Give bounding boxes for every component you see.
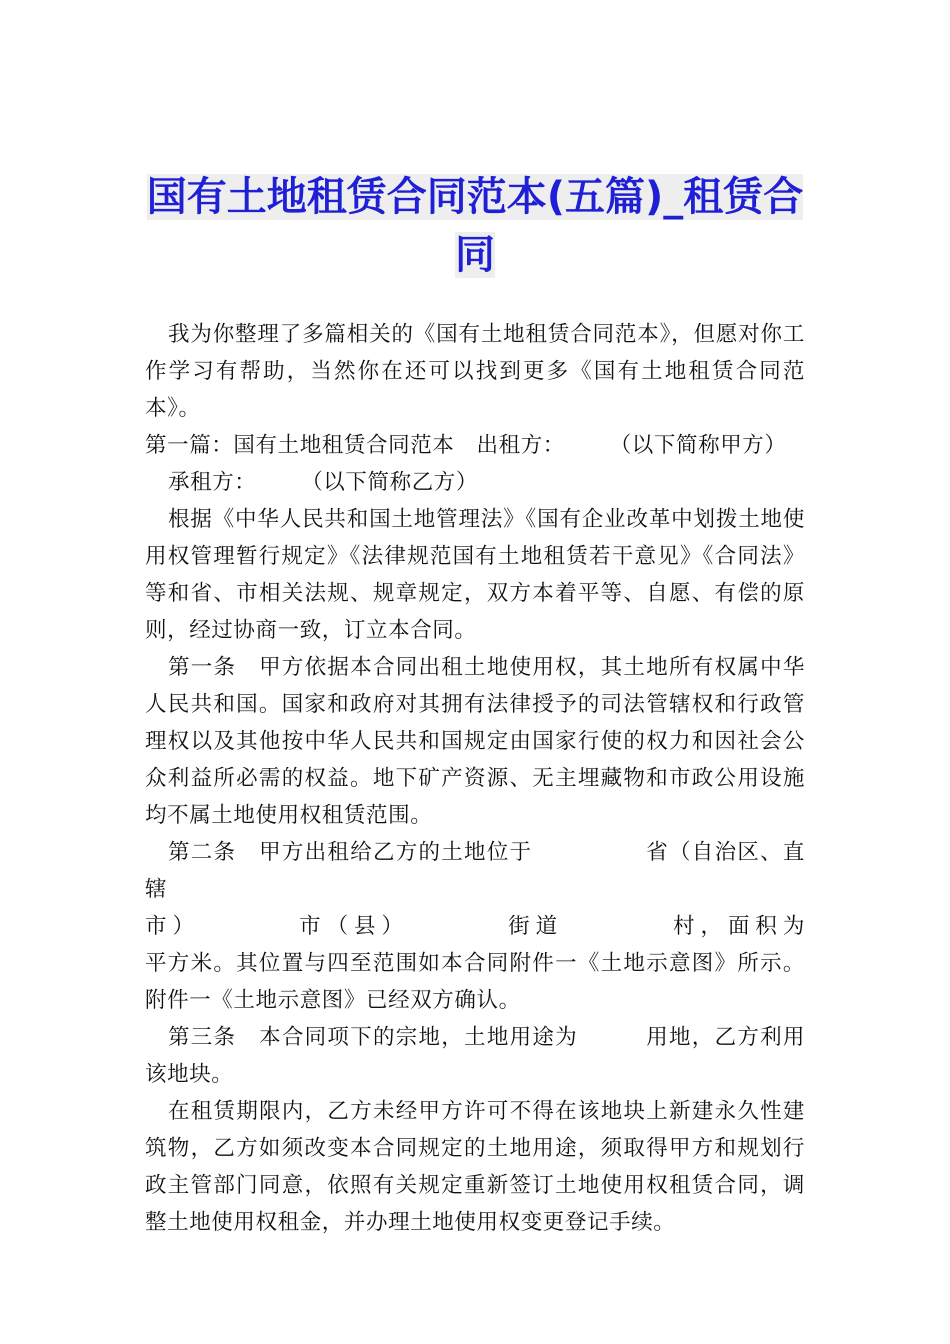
basis-paragraph: 根据《中华人民共和国土地管理法》《国有企业改革中划拨土地使用权管理暂行规定》《法律规范国有土地租赁若干意见》《合同法》等和省、市相关法规、规章规定，双方本着平等、自愿、有偿的原则，经过协商一致，订立本合同。: [145, 507, 805, 643]
article-2-line-2: 市） 市（县） 街道 村，面积为: [145, 914, 805, 939]
article-3-paragraph: 第三条 本合同项下的宗地，土地用途为 用地，乙方利用该地块。: [145, 1025, 805, 1087]
document-title: [140, 168, 810, 284]
document-body: [145, 316, 805, 1241]
lessee-line: 承租方： （以下简称乙方）: [168, 470, 479, 495]
section-heading-lessor: 第一篇：国有土地租赁合同范本 出租方： （以下简称甲方）: [145, 433, 787, 458]
title-line-2: 同: [455, 232, 495, 278]
article-1-paragraph: 第一条 甲方依据本合同出租土地使用权，其土地所有权属中华人民共和国。国家和政府对其拥有法律授予的司法管辖权和行政管理权以及其他按中华人民共和国规定由国家行使的权力和因社会公众利益所必需的权益。地下矿产资源、无主埋藏物和市政公用设施均不属土地使用权租赁范围。: [145, 655, 805, 828]
lease-term-paragraph: 在租赁期限内，乙方未经甲方许可不得在该地块上新建永久性建筑物，乙方如须改变本合同规定的土地用途，须取得甲方和规划行政主管部门同意，依照有关规定重新签订土地使用权租赁合同，调整土地使用权租金，并办理土地使用权变更登记手续。: [145, 1099, 805, 1235]
article-2-line-1: 第二条 甲方出租给乙方的土地位于 省（自治区、直辖: [145, 840, 805, 902]
intro-paragraph: 我为你整理了多篇相关的《国有土地租赁合同范本》，但愿对你工作学习有帮助，当然你在还可以找到更多《国有土地租赁合同范本》。: [145, 322, 805, 421]
article-2-continuation: 平方米。其位置与四至范围如本合同附件一《土地示意图》所示。附件一《土地示意图》已经双方确认。: [145, 951, 805, 1013]
title-line-1: 国有土地租赁合同范本(五篇)_租赁合: [146, 174, 804, 220]
